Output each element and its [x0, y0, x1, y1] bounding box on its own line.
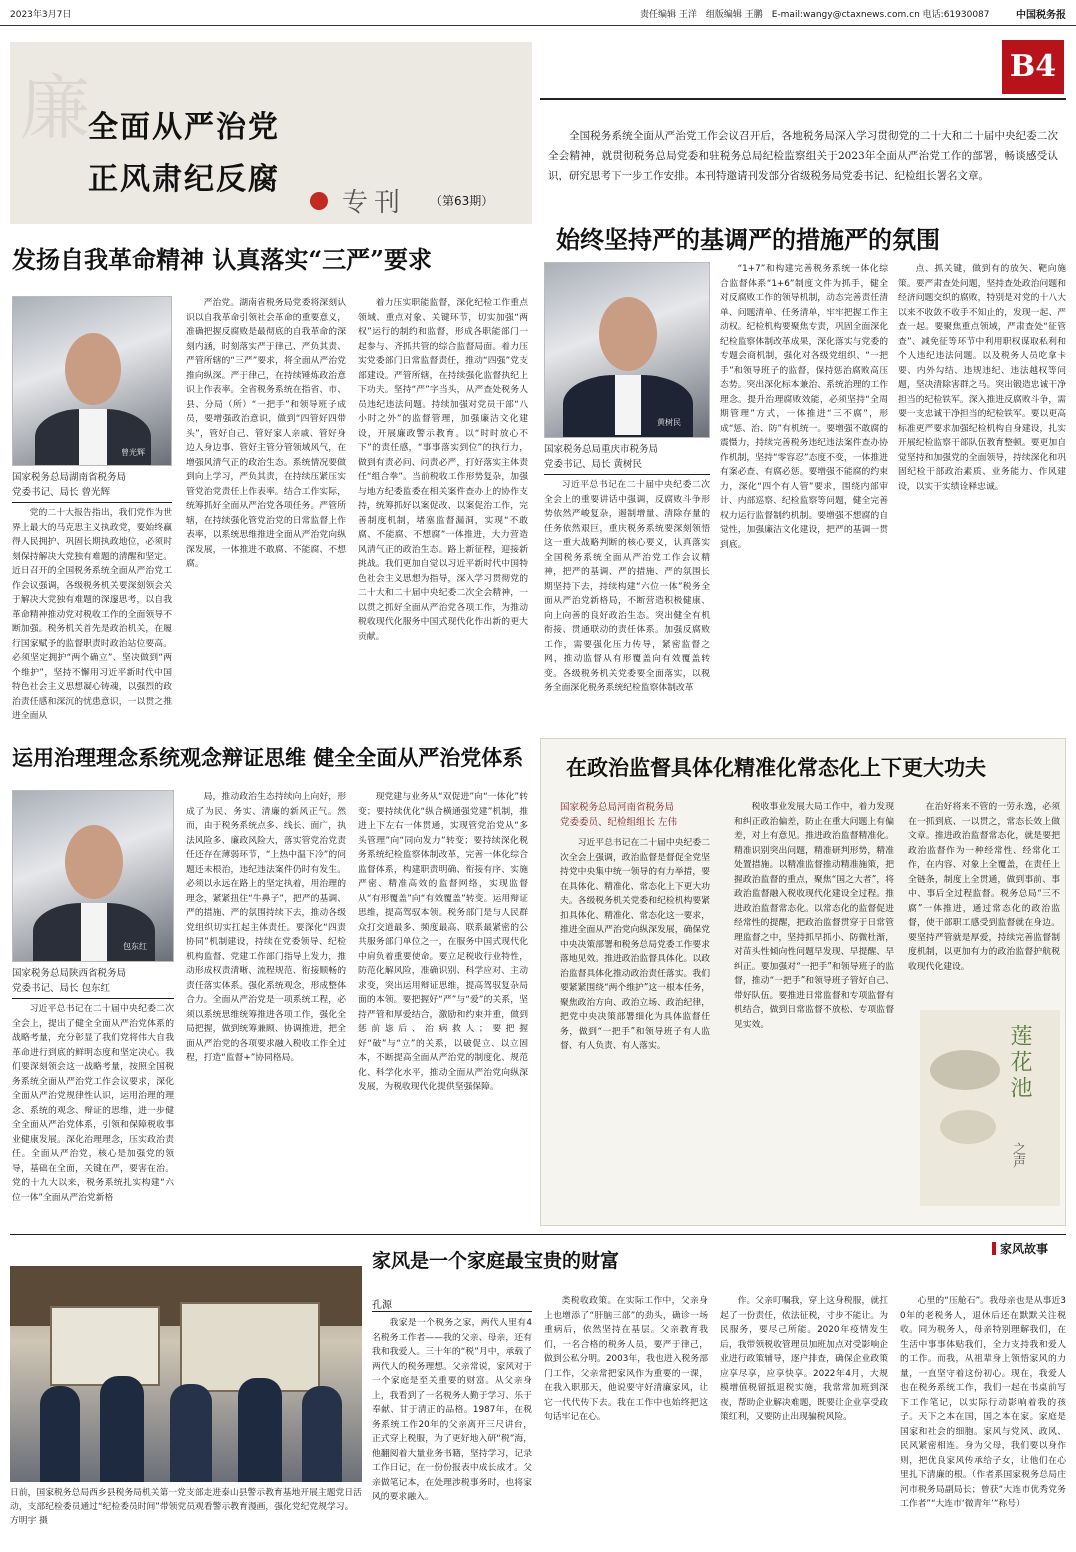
lotus-column-logo — [920, 1010, 1060, 1206]
lotus-sub: 之声 — [1010, 1142, 1025, 1168]
article-5-col-2: 类税收政策。在实际工作中，父亲身上也增添了“肝脑三部”的劲头，确诊一场重病后，依然坚持在基层。父亲教育我们，一名合格的税务人员，要严于律己，做到公私分明。2003年，我也进入税务部门工作，父亲常把家风作为重要的一课，在我入职那天，他说要守好清廉家风，让它一代代传下去。我在工作中也始终把这句话牢记在心。 — [544, 1296, 708, 1422]
banner-title-1: 全面从严治党 — [88, 110, 280, 145]
article-2-caption: 国家税务总局重庆市税务局 党委书记、局长 黄树民 — [544, 444, 659, 470]
photo-credit: 方明宇 摄 — [10, 1516, 48, 1526]
editor-intro: 全国税务系统全面从严治党工作会议召开后，各地税务局深入学习贯彻党的二十大和二十届中央纪委二次全会精神，就贯彻税务总局党委和驻税务总局纪检监察组关于2023年全面从严治党工作的部署，畅谈感受认识，研究思考下一步工作安排。本刊特邀请刊发部分省级税务局党委书记、纪检组长署名文章。 — [540, 98, 1066, 198]
banner-title-2: 正风肃纪反腐 — [88, 162, 280, 197]
article-1-col-3: 着力压实职能监督，深化纪检工作重点领域、重点对象、关键环节，切实加强“两权”运行的制约和监督，形成各职能部门一起参与、齐抓共管的综合监督局面。着力压实党委部门日常监督责任，推动“四强”党支部建设。严管所辖，在持续强化监督执纪上下功夫。坚持“严”字当头，从严查处税务人员违纪违法问题。持续加强对党员干部“八小时之外”的监督管理，加强廉洁文化建设，开展廉政警示教育。以“时时放心不下”的责任感，“事事落实到位”的执行力，做到有责必问、问责必严，打好落实主体责任“组合拳”。当前税收工作形势复杂，加强与地方纪委监委在相关案件查办上的协作支持，统筹抓好以案促改、以案促治工作，完善制度机制，堵塞监督漏洞，实现“不敢腐、不能腐、不想腐”一体推进，大力营造风清气正的政治生态。路上新征程，迎接新挑战。我们更加自觉以习近平新时代中国特色社会主义思想为指导，深入学习贯彻党的二十大和二十届中央纪委二次全会精神，一以贯之抓好全面从严治党各项工作，为推动税收现代化服务中国式现代化作出新的更大贡献。 — [358, 298, 528, 642]
page-number: B4 — [1002, 40, 1064, 94]
article-4-byline: 国家税务总局河南省税务局 党委委员、纪检组组长 左伟 — [560, 802, 678, 828]
section-tag: 家风故事 — [992, 1240, 1048, 1257]
news-photo-caption: 日前，国家税务总局西乡县税务局机关第一党支部走进泰山县警示教育基地开展主题党日活动，支部纪检委员通过“纪检委员时间”带领党员观看警示教育漫画，强化党纪党规学习。 方明宇 摄 — [10, 1488, 362, 1526]
banner-zhuankan: 专刊 — [342, 188, 407, 218]
seal-icon — [310, 192, 328, 210]
article-4-col-1: 习近平总书记在二十届中央纪委二次全会上强调，政治监督是督促全党坚持党中央集中统一领导的有力举措，要在具体化、精准化、常态化上下更大功夫。各级税务机关党委和纪检机构要紧扣具体化、精准化、常态化这一要求，推进全面从严治党向纵深发展，确保党中央决策部署和税务总局党委工作要求落地见效。推进政治监督具体化。以政治监督具体化推动政治责任落实。我们要紧紧围绕“两个维护”这一根本任务，聚焦政治方向、政治立场、政治纪律，把党中央决策部署细化为具体监督任务，做到“一把手”和领导班子有人监督、有人负责、有人落实。 — [560, 838, 710, 1051]
newspaper-name: 中国税务报 — [1016, 10, 1066, 21]
special-banner — [10, 42, 532, 224]
article-1-col-2: 严治党。湖南省税务局党委将深刻认识以自我革命引领社会革命的重要意义，准确把握反腐败是最彻底的自我革命的深刻内涵，时刻落实严于律己、严负其责、严管所辖的“三严”要求，将全面从严治党推向纵深。严于律己，在持续锤炼政治意识上作表率。全省税务系统在指省、市、县、分局（所）“一把手”和领导班子成员，要增强政治意识，做到“四管好四带头”，管好自己、管好家人亲戚、管好身边人身边事、管好主管分管领域风气，在增强风清气正的政治生态。系统情况要做到向上学习，严负其责，在持续压紧压实管党治党责任上作表率。结合工作实际，统筹抓好全面从严治党各项任务。严管所辖，在持续强化管党治党的日常监督上作表率，以系统思维推进全面从严治党向纵深发展，一体推进不敢腐、不能腐、不想腐。 — [186, 298, 346, 569]
article-3-col-2: 局，推动政治生态持续向上向好，形成了为民、务实、清廉的新风正气。然而，由于税务系统点多、线长、面广，执法风险多、廉政风险大，落实管党治党责任还存在薄弱环节，“上热中温下冷”的问题还未根治，违纪违法案件仍时有发生。必须以永远在路上的坚定执着，用治理的理念，紧紧扭住“牛鼻子”，把严的基调、严的措施、严的氛围持续下去，推动各级党组织切实扛起主体责任。要深化“四责协同”机制建设，持续在党委领导、纪检机构监督、党建工作部门指导上发力，推动形成权责清晰、流程规范、衔接顺畅的责任落实体系。强化系统观念，形成整体合力。全面从严治党是一项系统工程，必须以系统思维统筹推进各项工作，强化全局把握，做到统筹兼顾、协调推进，把全面从严治党的各项要求融入税收工作全过程，打造“监督+”协同格局。 — [186, 792, 346, 1063]
article-3-title: 运用治理理念系统观念辩证思维 健全全面从严治党体系 — [12, 745, 524, 770]
news-photo — [10, 1266, 362, 1482]
article-3-col-1: 习近平总书记在二十届中央纪委二次全会上，提出了健全全面从严治党体系的战略考量，充分彰显了我们党将伟大自我革命进行到底的鲜明态度和坚定决心。我们要深刻领会这一战略考量，按照全国税务系统全面从严治党工作会议要求，深化全面从严治党规律性认识，运用治理的理念、系统的观念、辩证的思维，进一步健全全面从严治党体系，引领和保障税收事业健康发展。深化治理理念，压实政治责任。全面从严治党，核心是加强党的领导，基础在全面，关键在严，要害在治。党的十九大以来，税务系统扎实构建“六位一体”全面从严治党新格 — [12, 1004, 174, 1203]
article-4-title: 在政治监督具体化精准化常态化上下更大功夫 — [566, 755, 986, 780]
lotus-title: 莲花池 — [1007, 1024, 1032, 1102]
article-3-portrait: 包东红 — [12, 790, 174, 962]
article-4-col-3: 在治好将来不管的一劳永逸，必须在一抓到底、一以贯之，常态长效上做文章。推进政治监督常态化，就是要把政治监督作为一种经常性、经常化工作，在内容、对象上全覆盖，在责任上全链条，制度上全贯通，做到事前、事中、事后全过程监督。税务总局“三不腐”一体推进，通过常态化的政治监督，使干部职工感受到监督就在身边。要坚持严管就是厚爱，持续完善监督制度机制，以更加有力的政治监督护航税收现代化建设。 — [908, 802, 1060, 972]
article-4-col-2: 税收事业发展大局工作中，着力发现和纠正政治偏差，防止在重大问题上有偏差，对上有意见。推进政治监督精准化。精准识别突出问题，精准研判形势，精准处置措施。以精准监督推动精准施策，把握政治监督的重点，聚焦“国之大者”，将政治监督融入税收现代化建设全过程。推进政治监督常态化。以常态化的监督促进经常性的提醒，把政治监督贯穿于日常管理监督之中，坚持抓早抓小、防微杜渐，对苗头性倾向性问题早发现、早提醒、早纠正。要加强对“一把手”和领导班子的监督，推动“一把手”和领导班子管好自己、带好队伍。要推进日常监督和专项监督有机结合，做到日常监督不放松、专项监督见实效。 — [734, 802, 894, 1030]
article-2-title: 始终坚持严的基调严的措施严的氛围 — [556, 225, 940, 254]
page-header — [0, 0, 1076, 26]
editors-line: 责任编辑 王洋 组版编辑 王鹏 E-mail:wangy@ctaxnews.com.cn 电话:61930087 — [640, 10, 990, 20]
article-2-col-1: 习近平总书记在二十届中央纪委二次全会上的重要讲话中强调，反腐败斗争形势依然严峻复杂，遏制增量、清除存量的任务依然艰巨，重庆税务系统要深刻领悟这一重大战略判断的核心要义，认真落实全国税务系统全面从严治党工作会议精神，把严的基调、严的措施、严的氛围长期坚持下去，持续构建“六位一体”税务全面从严治党新格局，不断营造积极健康、向上向善的良好政治生态。突出健全有机衔接、贯通联动的责任体系。加强反腐败工作，需要强化压力传导，紧密监督之网，推动监督从有形覆盖向有效覆盖转变。各级税务机关党委要全面落实，以税务全面深化税务系统纪检监察体制改革 — [544, 480, 710, 693]
article-2-col-3: 点、抓关键，做到有的放矢、靶向施策。要严肃查处问题，坚持查处政治问题和经济问题交织的腐败，特别是对党的十八大以来不收敛不收手不知止的，发现一起、严查一起。要聚焦重点领域，严肃查处“征管查”、减免征等环节中利用职权谋取私利和个人违纪违法问题。以及税务人员吃拿卡要、内外勾结、违规违纪、违法越权等问题，坚决清除害群之马。突出锻造忠诚干净担当的纪检铁军。深入推进反腐败斗争，需要一支忠诚干净担当的纪检铁军。要以更高标准更严要求加强纪检机构自身建设，扎实开展纪检监察干部队伍教育整顿。要更加自觉坚持和加强党的全面领导，持续深化和巩固纪检干部政治素质、业务能力、作风建设，以实干实绩诠释忠诚。 — [898, 264, 1066, 492]
article-3-caption: 国家税务总局陕西省税务局 党委书记、局长 包东红 — [12, 968, 127, 994]
article-1-caption: 国家税务总局湖南省税务局 党委书记、局长 曾光辉 — [12, 472, 127, 498]
article-1-title: 发扬自我革命精神 认真落实“三严”要求 — [12, 245, 432, 274]
article-5-col-3: 作。父亲叮嘱我，穿上这身税服，就扛起了一份责任，依法征税，寸步不能让。为民服务，要尽己所能。2020年疫情发生后，我带领税收管理员加班加点对受影响企业进行政策辅导，逐户排查，确保企业政策应享尽享，应享快享。2022年4月，大规模增值税留抵退税实施，我常常加班到深夜，帮助企业解决难题，既要让企业享受政策红利，又要防止出现骗税风险。 — [720, 1296, 888, 1422]
article-5-author: 孔源 — [372, 1300, 392, 1311]
article-5-col-4: 心里的“压舱石”。我母亲也是从事近30年的老税务人，退休后还在默默关注税收。同为税务人，母亲特别理解我们，在生活中事事体贴我们，全力支持我和爱人的工作。而我，从祖辈身上领悟家风的力量，一直坚守着这份初心。现在，我爱人也在税务系统工作，我们一起在书桌前写下工作笔记，以实际行动影响着我的孩子。天下之本在国，国之本在家。家庭是国家和社会的细胞。家风与党风、政风、民风紧密相连。身为父母，我们要以身作则，把优良家风传承给子女，让他们在心里扎下清廉的根。（作者系国家税务总局庄河市税务局副局长；曾获“大连市优秀党务工作者”“大连市‘微青年’”称号） — [900, 1296, 1066, 1509]
issue-date: 2023年3月7日 — [10, 10, 72, 20]
article-1-portrait — [12, 296, 172, 466]
banner-watermark: 廉 — [20, 67, 90, 149]
article-5-col-1: 我家是一个税务之家，两代人里有4名税务工作者——我的父亲、母亲，还有我和我爱人。三十年的“税”月中，承载了两代人的税务理想。父亲常说，家风对于一个家庭是至关重要的财富。从父亲身上，我看到了一名税务人勤于学习、乐于奉献、甘于清正的品格。1987年，在税务系统工作20年的父亲离开三尺讲台，正式穿上税服，为了更好地入研“税”海，他翻阅着大量业务书籍，坚持学习，记录工作日记，在一份份报表中成长成才。父亲做笔记本，在处理涉税事务时，也将家风的要求融入。 — [372, 1318, 532, 1502]
article-3-col-3: 现党建与业务从“双促进”向“一体化”转变；要持续优化“纵合横通强党建”机制，推进上下左右一体贯通，实现管党治党从“多头管理”向“同向发力”转变；要持续深化税务系统纪检监察体制改革，完善一体化综合监督体系，构建职责明确、衔接有序、实施严密、精准高效的监督网络，实现监督从“有形覆盖”向“有效覆盖”转变。运用辩证思维，提高驾驭本领。税务部门是与人民群众打交道最多、频度最高、联系最紧密的公共服务部门单位之一，在服务中国式现代化中肩负着重要使命。要立足税收行业特性，防范化解风险，准确识别、科学应对、主动求变，突出运用辩证思维，提高驾驭复杂局面的本领。要把握好“严”与“爱”的关系，坚持严管和厚爱结合，激励和约束并重，做到惩前毖后、治病救人；要把握好“破”与“立”的关系，以破促立、以立固本，不断提高全面从严治党的制度化、规范化、科学化水平，推动全面从严治党向纵深发展，为税收现代化提供坚强保障。 — [358, 792, 528, 1092]
article-2-portrait: 黄树民 — [544, 262, 710, 438]
article-1-col-1: 党的二十大报告指出，我们党作为世界上最大的马克思主义执政党，要始终赢得人民拥护、巩固长期执政地位，必须时刻保持解决大党独有难题的清醒和坚定。近日召开的全国税务系统全面从严治党工作会议强调，各级税务机关要深刻领会关于解决大党独有难题的深邃思考，以自我革命精神推动党对税收工作的全面领导不断加强。税务机关首先是政治机关，在履行国家赋予的监督职责时政治站位要高。必须坚定拥护“两个确立”、坚决做到“两个维护”，坚持不懈用习近平新时代中国特色社会主义思想凝心铸魂，以强烈的政治责任感和深沉的忧患意识，一以贯之推进全面从 — [12, 508, 172, 721]
banner-issue: （第63期） — [430, 194, 494, 208]
article-2-col-2: “1+7”和构建完善税务系统一体化综合监督体系“1+6”制度文件为抓手，健全对反腐败工作的领导机制，动态完善责任清单、问题清单、任务清单，牢牢把握工作主动权。纪检机构要聚焦专责，巩固全面深化纪检监察体制改革成果，深化落实与党委的专题会商机制，强化对各级党组织、“一把手”和领导班子的监督，保持惩治腐败高压态势。突出深化标本兼治、系统治理的工作理念。提升治理腐败效能，必须坚持“全周期管理”方式，一体推进“三不腐”，形成“惩、治、防”有机统一。要增强不敢腐的震慑力，持续完善税务违纪违法案件查办协作机制，坚持“零容忍”态度不变，一体推进有案必查、有腐必惩。要增强不能腐的约束力，深化“四个有人管”要求，围绕内部审计、内部巡察、纪检监察等问题，健全完善权力运行监督制约机制。要增强不想腐的自觉性，加强廉洁文化建设，把严的基调一贯到底。 — [720, 264, 888, 550]
article-5-title: 家风是一个家庭最宝贵的财富 — [372, 1250, 620, 1272]
portrait-signature: 曾光辉 — [121, 448, 145, 457]
